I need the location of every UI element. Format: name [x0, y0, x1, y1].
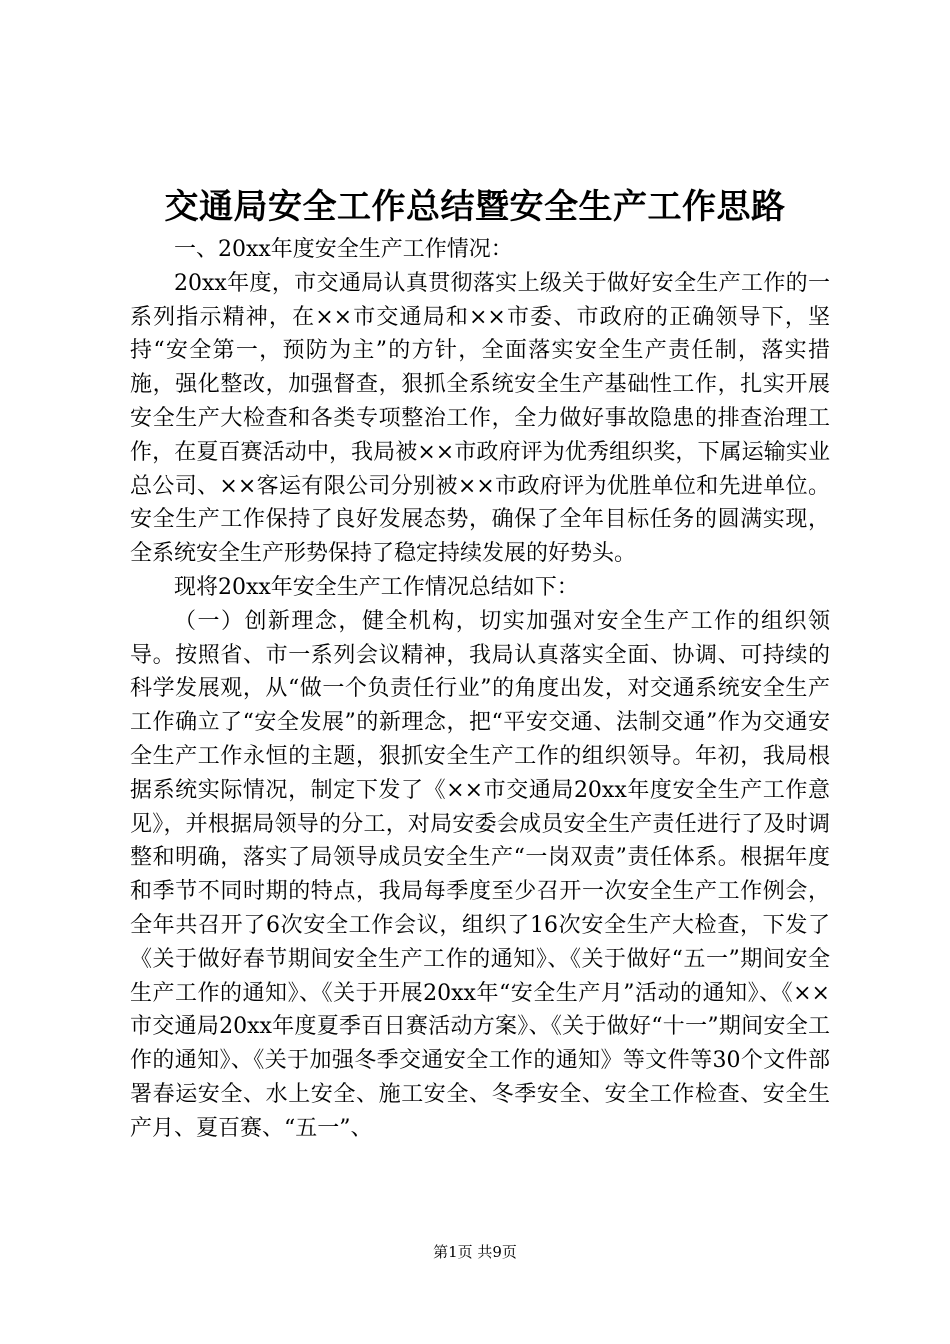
body-paragraph: （一）创新理念，健全机构，切实加强对安全生产工作的组织领导。按照省、市一系列会议精神，我局认真落实全面、协调、可持续的科学发展观，从“做一个负责任行业”的角度出发，对交通系统安全生产工作确立了“安全发展”的新理念，把“平安交通、法制交通”作为交通安全生产工作永恒的主题，狠抓安全生产工作的组织领导。年初，我局根据系统实际情况，制定下发了《××市交通局20xx年度安全生产工作意见》，并根据局领导的分工，对局安委会成员安全生产责任进行了及时调整和明确，落实了局领导成员安全生产“一岗双责”责任体系。根据年度和季节不同时期的特点，我局每季度至少召开一次安全生产工作例会，全年共召开了6次安全工作会议，组织了16次安全生产大检查，下发了《关于做好春节期间安全生产工作的通知》、《关于做好“五一”期间安全生产工作的通知》、《关于开展20xx年“安全生产月”活动的通知》、《××市交通局20xx年度夏季百日赛活动方案》、《关于做好“十一”期间安全工作的通知》、《关于加强冬季交通安全工作的通知》等文件等30个文件部署春运安全、水上安全、施工安全、冬季安全、安全工作检查、安全生产月、夏百赛、“五一”、 — [130, 608, 830, 1141]
document-title: 交通局安全工作总结暨安全生产工作思路 — [164, 187, 786, 227]
section-heading: 一、20xx年度安全生产工作情况： — [174, 237, 513, 262]
page-number-footer: 第1页 共9页 — [433, 1243, 517, 1261]
document-body — [130, 233, 830, 1146]
body-paragraph: 现将20xx年安全生产工作情况总结如下： — [174, 574, 579, 600]
body-paragraph: 20xx年度，市交通局认真贯彻落实上级关于做好安全生产工作的一系列指示精神，在××市交通局和××市委、市政府的正确领导下，坚持“安全第一，预防为主”的方针，全面落实安全生产责任制，落实措施，强化整改，加强督查，狠抓全系统安全生产基础性工作，扎实开展安全生产大检查和各类专项整治工作，全力做好事故隐患的排查治理工作，在夏百赛活动中，我局被××市政府评为优秀组织奖，下属运输实业总公司、××客运有限公司分别被××市政府评为优胜单位和先进单位。安全生产工作保持了良好发展态势，确保了全年目标任务的圆满实现，全系统安全生产形势保持了稳定持续发展的好势头。 — [130, 270, 830, 567]
